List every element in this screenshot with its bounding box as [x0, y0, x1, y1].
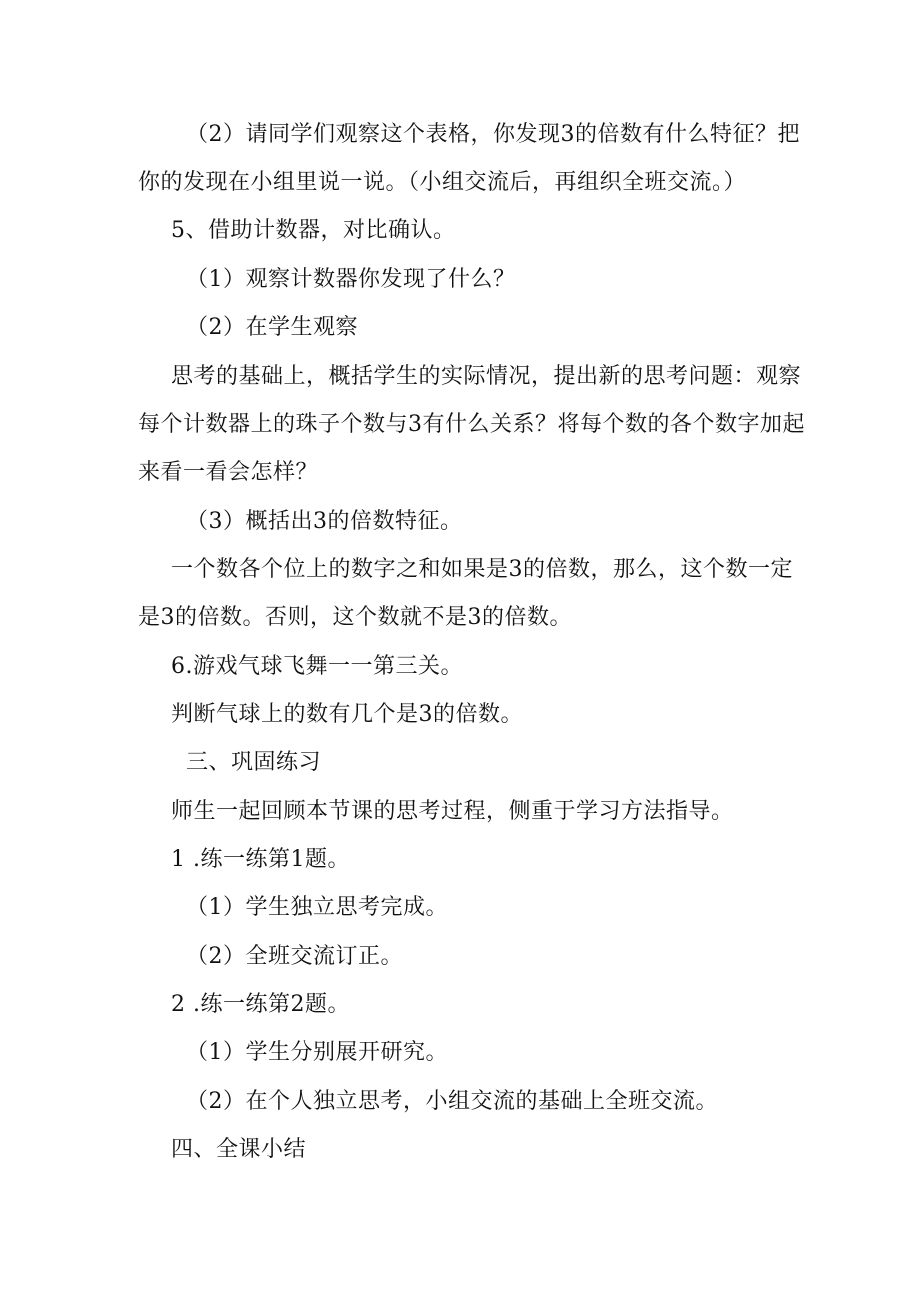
- exercise-heading-1: 1 .练一练第1题。: [171, 847, 350, 872]
- paragraph-line-20: （1）学生分别展开研究。: [186, 1040, 448, 1065]
- exercise-heading-2: 2 .练一练第2题。: [171, 992, 350, 1017]
- paragraph-line-21: （2）在个人独立思考，小组交流的基础上全班交流。: [186, 1089, 718, 1114]
- paragraph-line-10: 一个数各个位上的数字之和如果是3的倍数，那么，这个数一定: [171, 557, 793, 582]
- paragraph-line-4: （1）观察计数器你发现了什么？: [186, 267, 516, 292]
- paragraph-line-18: （2）全班交流订正。: [186, 944, 403, 969]
- paragraph-line-7: 每个计数器上的珠子个数与3有什么关系？将每个数的各个数字加起: [138, 412, 805, 437]
- section-heading-three: 三、巩固练习: [186, 750, 322, 775]
- paragraph-line-17: （1）学生独立思考完成。: [186, 895, 448, 920]
- section-heading-four: 四、全课小结: [171, 1137, 307, 1162]
- paragraph-line-5: （2）在学生观察: [186, 315, 358, 340]
- section-heading-5: 5、借助计数器，对比确认。: [171, 218, 456, 243]
- paragraph-line-11: 是3的倍数。否则，这个数就不是3的倍数。: [138, 605, 572, 630]
- paragraph-line-15: 师生一起回顾本节课的思考过程，侧重于学习方法指导。: [171, 799, 734, 824]
- paragraph-line-1: （2）请同学们观察这个表格，你发现3的倍数有什么特征？把: [186, 122, 800, 147]
- paragraph-line-6: 思考的基础上，概括学生的实际情况，提出新的思考问题：观察: [171, 364, 802, 389]
- paragraph-line-2: 你的发现在小组里说一说。（小组交流后，再组织全班交流。）: [138, 170, 747, 195]
- paragraph-line-9: （3）概括出3的倍数特征。: [186, 509, 463, 534]
- paragraph-line-8: 来看一看会怎样？: [138, 460, 319, 485]
- section-heading-6: 6.游戏气球飞舞一一第三关。: [171, 654, 463, 679]
- paragraph-line-13: 判断气球上的数有几个是3的倍数。: [171, 702, 523, 727]
